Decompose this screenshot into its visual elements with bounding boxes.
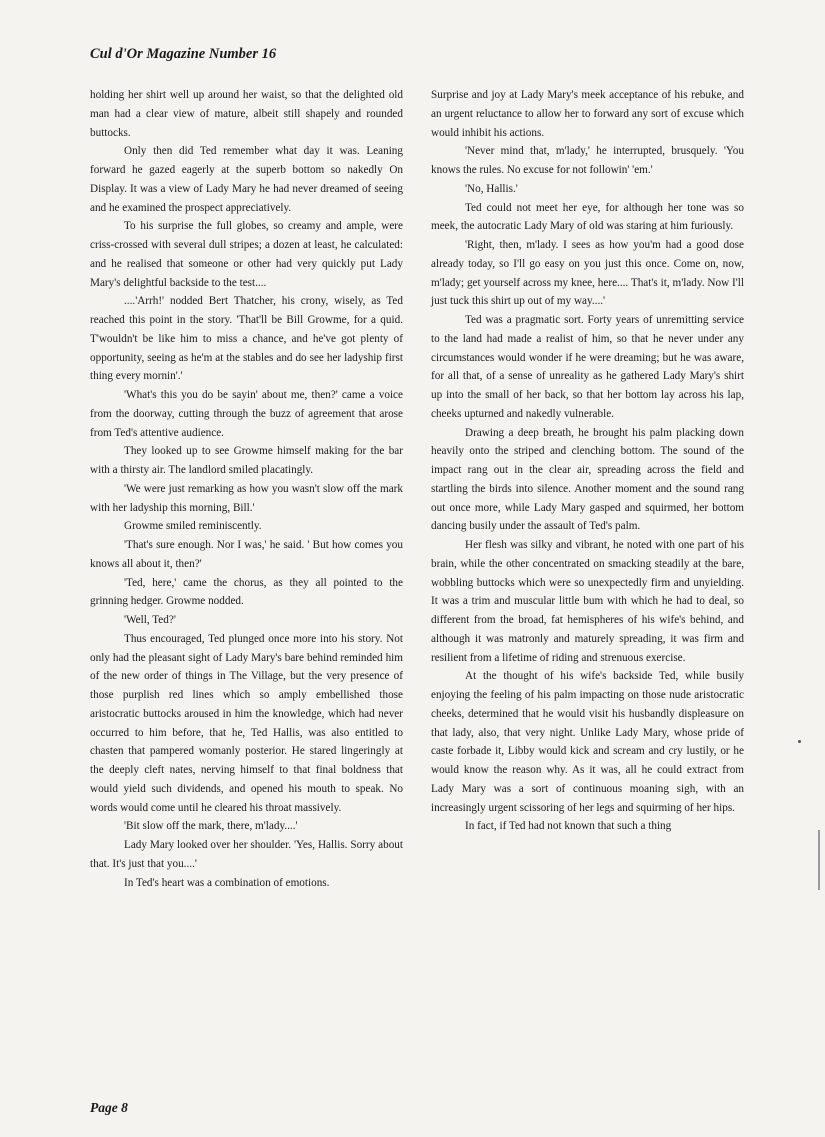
paragraph: 'Never mind that, m'lady,' he interrupted, brusquely. 'You knows the rules. No excuse for not followin' 'em.' [431, 145, 744, 176]
paragraph: 'We were just remarking as how you wasn't slow off the mark with her ladyship this morning, Bill.' [90, 482, 403, 514]
paragraph: Only then did Ted remember what day it was. Leaning forward he gazed eagerly at the superb bottom so nakedly On Display. It was a view of Lady Mary he had never dreamed of seeing and he examined the prospect appreciatively. [90, 145, 403, 214]
paragraph: Lady Mary looked over her shoulder. 'Yes, Hallis. Sorry about that. It's just that you....' [90, 839, 403, 870]
paragraph: Ted was a pragmatic sort. Forty years of unremitting service to the land had made a realist of him, so that he never under any circumstances would wonder if he were dreaming; but he was aware, for all that, of a sense of unreality as he gathered Lady Mary's shirt up into the small of her back, so that her bottom lay across his lap, cheeks upturned and nakedly vulnerable. [431, 314, 744, 420]
paragraph: They looked up to see Growme himself making for the bar with a thirsty air. The landlord smiled placatingly. [90, 445, 403, 476]
paragraph: 'Ted, here,' came the chorus, as they all pointed to the grinning hedger. Growme nodded. [90, 576, 403, 608]
paragraph: In Ted's heart was a combination of emotions. [124, 876, 330, 889]
paragraph: Surprise and joy at Lady Mary's meek acceptance of his rebuke, and an urgent reluctance to allow her to forward any sort of excuse which would inhibit his actions. [431, 89, 744, 139]
paragraph: 'That's sure enough. Nor I was,' he said. ' But how comes you knows all about it, then?' [90, 539, 403, 570]
paragraph: To his surprise the full globes, so creamy and ample, were criss-crossed with several dull stripes; a dozen at least, he calculated: and he realised that someone or other had very quickly put Lady Mary's delightful backside to the test.... [90, 220, 403, 289]
magazine-header: Cul d'Or Magazine Number 16 [90, 46, 277, 62]
right-column [431, 86, 744, 836]
paragraph: 'What's this you do be sayin' about me, then?' came a voice from the doorway, cutting through the buzz of agreement that arose from Ted's attentive audience. [90, 389, 403, 439]
paragraph: Ted could not meet her eye, for although her tone was so meek, the autocratic Lady Mary of old was staring at him furiously. [431, 201, 744, 233]
paragraph: Thus encouraged, Ted plunged once more into his story. Not only had the pleasant sight of Lady Mary's bare behind reminded him of the new order of things in The Village, but the very presence of those purplish red lines which so amply embellished those aristocratic buttocks aroused in him the knowledge, which had never occurred to him before, that he, Ted Hallis, was also entitled to chasten that pampered womanly posterior. He stared lingeringly at the deeply cleft nates, nerving himself to that final boldness that would yield such dividends, and opened his mouth to speak. No words would come until he cleared his throat massively. [90, 632, 403, 814]
paragraph: ....'Arrh!' nodded Bert Thatcher, his crony, wisely, as Ted reached this point in the story. 'That'll be Bill Growme, for a quid. T'wouldn't be like him to miss a chance, and he've got plenty of opportunity, seeing as he'm at the stables and do see her ladyship first thing every mornin'.' [90, 295, 403, 383]
left-column [90, 86, 403, 892]
paragraph: 'Bit slow off the mark, there, m'lady....' [124, 820, 298, 833]
page-number: Page 8 [90, 1100, 128, 1115]
scan-edge-mark [818, 830, 820, 890]
paragraph: Drawing a deep breath, he brought his palm placking down heavily onto the striped and clenching bottom. The sound of the impact rang out in the clear air, spreading across the field and startling the birds into silence. Another moment and the sound rang out once more, while Lady Mary gasped and squirmed, her bottom dancing busily under the assault of Ted's palm. [431, 426, 744, 533]
scan-speck [798, 740, 801, 743]
paragraph: Her flesh was silky and vibrant, he noted with one part of his brain, while the other concentrated on smacking steadily at the bare, wobbling buttocks which were so unexpectedly firm and unyielding. It was a trim and muscular little bum with which he had to deal, so different from the broad, fat hemispheres of his wife's behind, and although it was matronly and maturely spreading, it was firm and resilient from a lifetime of riding and strenuous exercise. [431, 539, 744, 664]
paragraph: 'No, Hallis.' [465, 182, 518, 195]
paragraph: Growme smiled reminiscently. [124, 520, 262, 533]
paragraph: holding her shirt well up around her waist, so that the delighted old man had a clear view of mature, albeit still shapely and rounded buttocks. [90, 89, 403, 139]
paragraph: 'Well, Ted?' [124, 614, 176, 626]
paragraph: In fact, if Ted had not known that such a thing [465, 820, 672, 833]
paragraph: 'Right, then, m'lady. I sees as how you'm had a good dose already today, so I'll go easy on you just this once. Come on, now, m'lady; get yourself across my knee, here.... That's it, m'lady. Now I'll just tuck this shirt up out of my way....' [431, 239, 744, 308]
paragraph: At the thought of his wife's backside Ted, while busily enjoying the feeling of his palm impacting on those nude aristocratic cheeks, determined that he would visit his husbandly displeasure on that lady, also, that very night. Unlike Lady Mary, whose pride of caste forbade it, Libby would kick and scream and cry lustily, or he would know the reason why. As it was, all he could extract from Lady Mary was a sort of continuous moaning sigh, with an increasingly urgent scissoring of her legs and squirming of her hips. [431, 670, 744, 814]
